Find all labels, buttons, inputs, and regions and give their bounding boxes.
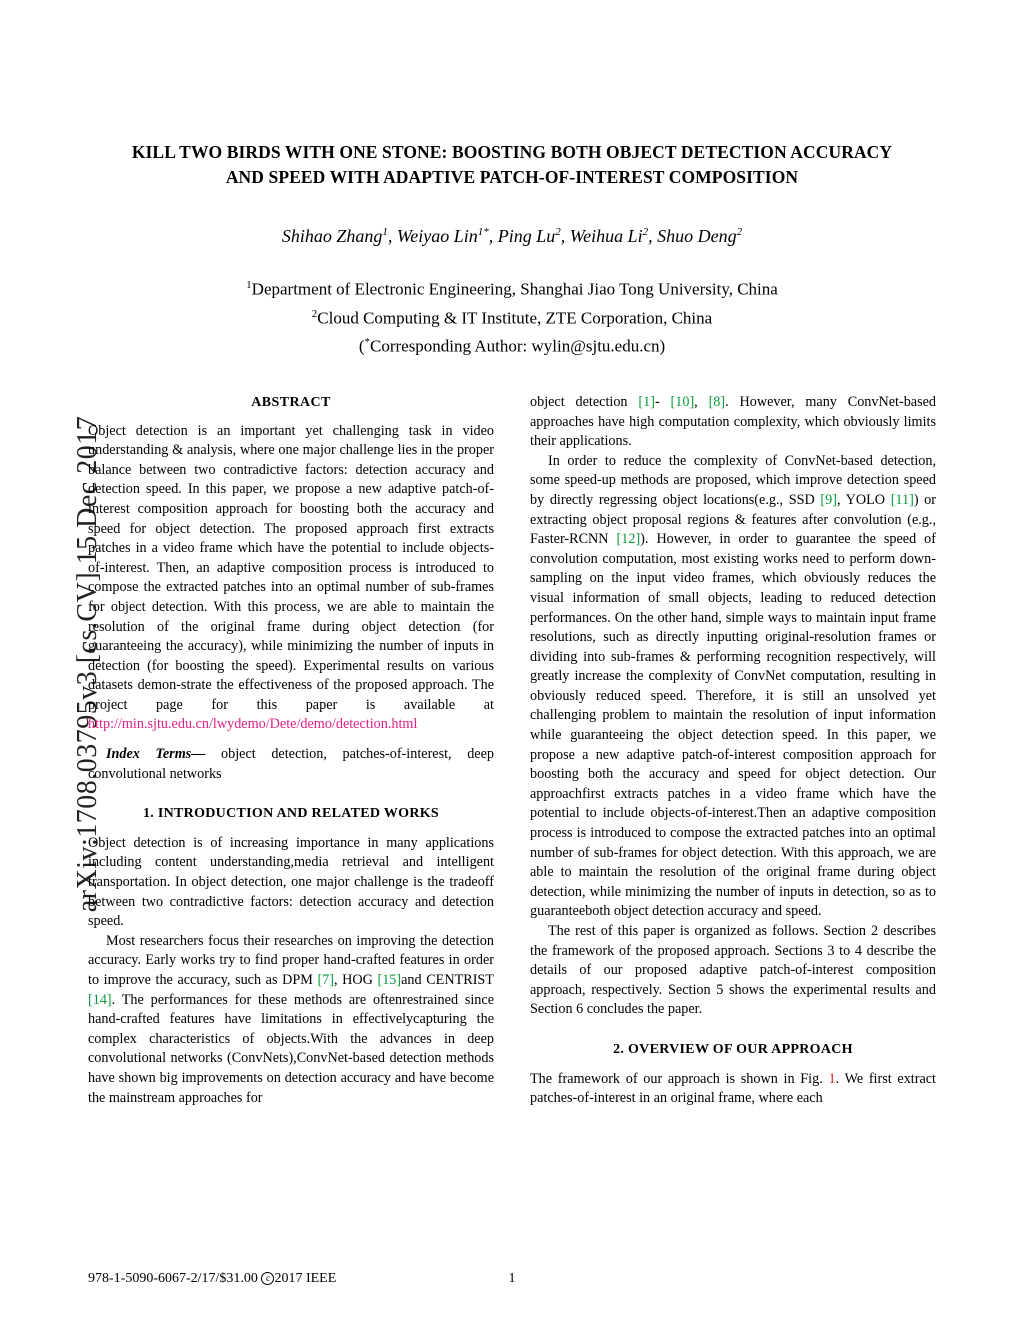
right-paragraph-3: The rest of this paper is organized as follows. Section 2 describes the framework of the proposed approach. Sections 3 to 4 describe the details of our proposed adaptive patch-of-interest composition approach, respectively. Section 5 shows the experimental results and Section 6 concludes the paper.: [530, 923, 936, 1018]
intro-p2-part-b: , HOG: [333, 972, 378, 988]
citation-11[interactable]: [11]: [890, 491, 914, 508]
section-heading-introduction: 1. INTRODUCTION AND RELATED WORKS: [142, 806, 440, 822]
citation-12[interactable]: [12]: [616, 531, 641, 548]
citation-10[interactable]: [10]: [670, 393, 695, 410]
right-column: [530, 393, 936, 1109]
right-p2-part-b: , YOLO: [836, 491, 891, 508]
right-p1-part-d: . However, many ConvNet-based approaches have high computation complexity, which obviously limits their applications.: [530, 393, 936, 450]
right-p4-part-a: The framework of our approach is shown in Fig.: [530, 1070, 829, 1087]
right-p1-part-a: object detection: [530, 393, 639, 410]
author-list: [88, 226, 936, 247]
abstract-paragraph: [88, 422, 494, 736]
affiliation-2: $^2$Cloud Computing & IT Institute, ZTE Corporation, China: [311, 307, 713, 328]
abstract-text: Object detection is an important yet challenging task in video understanding & analysis, where one major challenge lies in the proper balance between two contradictive factors: detection accuracy and detection speed. In this paper, we propose a new adaptive patch-of-interest composition approach for boosting both the accuracy and speed for object detection. The proposed approach first extracts patches in a video frame which have the potential to include objects-of-interest. Then, an adaptive composition process is introduced to compose the extracted patches into an optimal number of sub-frames for object detection. With this process, we are able to maintain the resolution of the original frame during object detection (for guaranteeing the accuracy), while minimizing the number of inputs in detection (for boosting the speed). Experimental results on various datasets demon-strate the effectiveness of the proposed approach. The project page for this paper is available at: [88, 422, 494, 713]
citation-8[interactable]: [8]: [708, 393, 726, 410]
intro-paragraph-1: Object detection is of increasing importance in many applications including content understanding,media retrieval and intelligent transportation. In object detection, one major challenge is the tradeoff between two contradictive factors: detection accuracy and detection speed.: [88, 834, 494, 930]
right-p1-part-c: ,: [694, 393, 709, 410]
right-paragraph-1: [530, 393, 936, 452]
right-p2-part-a: In order to reduce the complexity of ConvNet-based detection, some speed-up methods are proposed, which improve detection speed by directly regressing object locations(e.g., SSD: [530, 452, 936, 508]
right-p1-part-b: -: [654, 393, 671, 410]
citation-7[interactable]: [7]: [317, 972, 334, 988]
paper-content: [88, 140, 936, 1109]
copyright-icon: c: [261, 1272, 274, 1285]
index-terms-text: object detection, patches-of-interest, deep convolutional networks: [88, 746, 494, 782]
citation-14[interactable]: [14]: [88, 991, 112, 1008]
index-terms-label: Index Terms—: [106, 746, 206, 763]
right-p2-part-d: ). However, in order to guarantee the speed of convolution computation, most existing works need to perform down-sampling on the input video frames, which obviously reduces the visual information of small objects, leading to reduced detection performances. On the other hand, simple ways to maintain input frame resolutions, such as directly inputting original-resolution frames or dividing into sub-frames & performing recognition respectively, will greatly increase the complexity of ConvNet computation, resulting in obviously reduced speed. Therefore, it is still an unsolved yet challenging problem to maintain the resolution of input information while guaranteeing the object detection speed. In this paper, we propose a new adaptive patch-of-interest composition approach for boosting both the accuracy and speed for object detection. Our approachfirst extracts patches in a video frame which have the potential to include objects-of-interest.Then an adaptive composition process is introduced to compose the extracted patches into an optimal number of sub-frames for object detection. With this approach, we are able to maintain the resolution of the original frame during object detection, while minimizing the number of inputs in detection, so as to guaranteeboth object detection accuracy and speed.: [530, 531, 936, 920]
citation-15[interactable]: [15]: [377, 972, 402, 988]
intro-p2-part-d: . The performances for these methods are oftenrestrained since hand-crafted features have limitations in effectivelycapturing the complex characteristics of objects.With the advances in deep convolutional networks (ConvNets),ConvNet-based detection methods have shown big improvements on detection accuracy and have become the mainstream approaches for: [88, 991, 494, 1106]
right-paragraph-2: [530, 452, 936, 922]
abstract-heading: ABSTRACT: [251, 394, 331, 410]
arxiv-stamp: arXiv:1708.03795v3 [cs.CV] 15 Dec 2017: [72, 415, 103, 913]
intro-paragraph-2: [88, 932, 494, 1108]
affiliations: [88, 273, 936, 359]
citation-9[interactable]: [9]: [820, 491, 837, 508]
isbn-text-after: 2017 IEEE: [274, 1271, 337, 1286]
intro-p2-part-a: Most researchers focus their researches on improving the detection accuracy. Early works try to find proper hand-crafted features in order to improve the accuracy, such as DPM: [88, 932, 494, 988]
two-column-body: [88, 393, 936, 1109]
index-terms-paragraph: [88, 745, 494, 784]
right-p4-part-b: . We first extract patches-of-interest in an original frame, where each: [530, 1070, 936, 1107]
page-title: KILL TWO BIRDS WITH ONE STONE: BOOSTING BOTH OBJECT DETECTION ACCURACY AND SPEED WITH ADAPTIVE PATCH-OF-INTEREST COMPOSITION: [131, 142, 893, 187]
figure-reference-1[interactable]: 1: [828, 1070, 836, 1087]
page-footer: [88, 1271, 936, 1287]
right-p2-part-c: ) or extracting object proposal regions & features after convolution (e.g., Faster-RCNN: [530, 491, 937, 548]
author-list-text: Shihao Zhang$^1$, Weiyao Lin$^{1*}$, Ping Lu$^2$, Weihua Li$^2$, Shuo Deng$^2$: [281, 226, 743, 246]
left-column: [88, 393, 494, 1109]
section-heading-overview: 2. OVERVIEW OF OUR APPROACH: [613, 1041, 853, 1057]
citation-1[interactable]: [1]: [638, 393, 655, 410]
copyright-notice: [88, 1271, 494, 1287]
intro-p2-part-c: and CENTRIST: [401, 972, 494, 988]
corresponding-author: (*Corresponding Author: wylin@sjtu.edu.cn): [358, 336, 666, 356]
page-number: 1: [508, 1271, 516, 1286]
isbn-text-before: 978-1-5090-6067-2/17/$31.00: [88, 1271, 262, 1286]
project-page-link[interactable]: http://min.sjtu.edu.cn/lwydemo/Dete/demo/detection.html: [88, 716, 418, 733]
right-paragraph-4: [530, 1070, 936, 1109]
affiliation-1: $^1$Department of Electronic Engineering, Shanghai Jiao Tong University, China: [246, 279, 778, 299]
